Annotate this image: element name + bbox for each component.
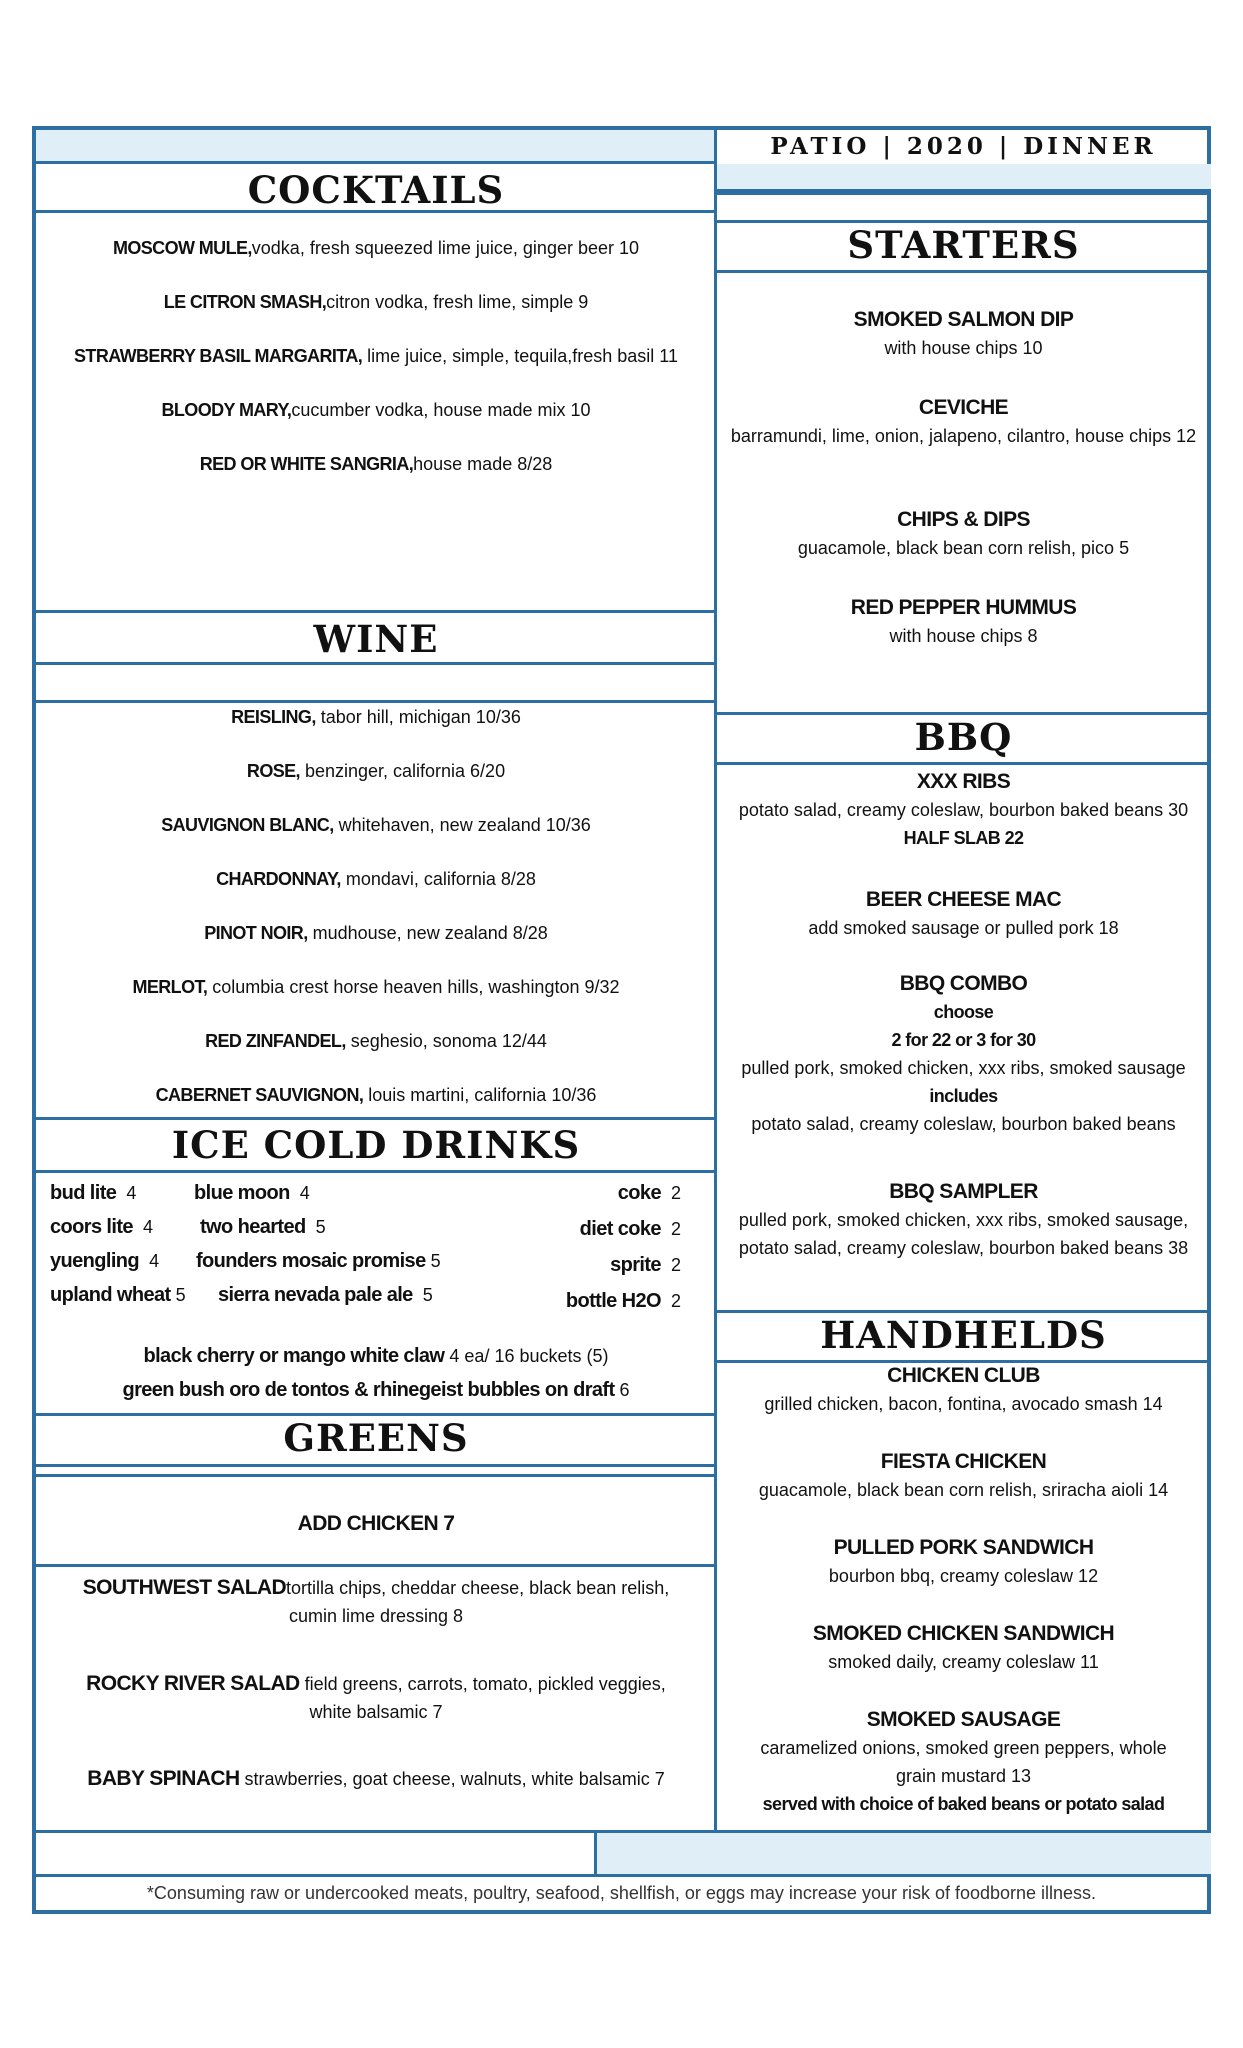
menu-item: LE CITRON SMASH,citron vodka, fresh lime, simple 9	[163, 292, 589, 312]
drink-item: bottle H2O 2	[565, 1290, 681, 1312]
menu-item: SMOKED CHICKEN SANDWICH smoked daily, creamy coleslaw 11	[812, 1622, 1115, 1672]
menu-item: CHARDONNAY, mondavi, california 8/28	[216, 869, 536, 889]
page-header: PATIO | 2020 | DINNER	[770, 133, 1157, 160]
menu-item: BBQ SAMPLER pulled pork, smoked chicken, xxx ribs, smoked sausage, potato salad, creamy coleslaw, bourbon baked beans 38	[738, 1180, 1189, 1258]
menu-item: MERLOT, columbia crest horse heaven hills, washington 9/32	[132, 977, 620, 997]
menu-item: CHIPS & DIPS guacamole, black bean corn relish, pico 5	[797, 508, 1130, 558]
menu-item: SAUVIGNON BLANC, whitehaven, new zealand 10/36	[161, 815, 591, 835]
menu-item: XXX RIBS potato salad, creamy coleslaw, bourbon baked beans 30 HALF SLAB 22	[738, 770, 1189, 848]
drink-extra: black cherry or mango white claw 4 ea/ 16 buckets (5)	[143, 1345, 609, 1367]
menu-frame	[32, 126, 1211, 1914]
handhelds-title: HANDHELDS	[820, 1313, 1107, 1357]
menu-item: BABY SPINACH strawberries, goat cheese, walnuts, white balsamic 7	[87, 1767, 665, 1790]
divider	[716, 762, 1211, 765]
wine-title: WINE	[313, 617, 439, 661]
drink-item: sprite 2	[610, 1254, 681, 1276]
foodborne-disclaimer: *Consuming raw or undercooked meats, poultry, seafood, shellfish, or eggs may increase your risk of foodborne illness.	[146, 1883, 1097, 1903]
menu-item: CHICKEN CLUB grilled chicken, bacon, fontina, avocado smash 14	[764, 1364, 1163, 1414]
drink-item: diet coke 2	[579, 1218, 681, 1240]
menu-item: REISLING, tabor hill, michigan 10/36	[231, 707, 521, 727]
menu-item: MOSCOW MULE,vodka, fresh squeezed lime juice, ginger beer 10	[112, 238, 640, 258]
drink-extra: green bush oro de tontos & rhinegeist bubbles on draft 6	[122, 1379, 630, 1401]
menu-item: SOUTHWEST SALADtortilla chips, cheddar cheese, black bean relish, cumin lime dressing 8	[82, 1576, 670, 1626]
drinks-title: ICE COLD DRINKS	[171, 1123, 581, 1167]
drink-item: upland wheat 5	[50, 1284, 186, 1306]
menu-item: ROCKY RIVER SALAD field greens, carrots, tomato, pickled veggies, white balsamic 7	[86, 1672, 666, 1722]
drink-item: sierra nevada pale ale 5	[218, 1284, 433, 1306]
cocktails-title: COCKTAILS	[247, 168, 505, 212]
top-band-right-1	[716, 164, 1211, 192]
greens-add-chicken: ADD CHICKEN 7	[297, 1512, 455, 1535]
menu-item: PINOT NOIR, mudhouse, new zealand 8/28	[204, 923, 548, 943]
menu-item: BBQ COMBO choose 2 for 22 or 3 for 30 pulled pork, smoked chicken, xxx ribs, smoked sausage includes potato salad, creamy coleslaw, bourbon baked beans	[741, 972, 1186, 1134]
menu-item: BEER CHEESE MAC add smoked sausage or pulled pork 18	[808, 888, 1119, 938]
drink-item: coors lite 4	[50, 1216, 153, 1238]
menu-item: SMOKED SAUSAGE caramelized onions, smoked green peppers, whole grain mustard 13 served with choice of baked beans or potato salad	[760, 1708, 1167, 1814]
menu-item: PULLED PORK SANDWICH bourbon bbq, creamy coleslaw 12	[828, 1536, 1099, 1586]
drink-item: coke 2	[617, 1182, 681, 1204]
drink-item: two hearted 5	[200, 1216, 326, 1238]
divider	[36, 1874, 1211, 1877]
divider	[36, 1464, 716, 1467]
divider	[716, 192, 1211, 195]
bottom-band	[597, 1833, 1211, 1877]
menu-item: STRAWBERRY BASIL MARGARITA, lime juice, simple, tequila,fresh basil 11	[74, 346, 678, 366]
greens-title: GREENS	[283, 1416, 469, 1460]
divider	[36, 1474, 716, 1477]
menu-item: RED OR WHITE SANGRIA,house made 8/28	[199, 454, 553, 474]
top-band-left	[36, 130, 716, 164]
divider	[36, 1117, 716, 1120]
drink-item: yuengling 4	[50, 1250, 160, 1272]
bottom-divider	[594, 1830, 597, 1877]
divider	[36, 662, 716, 665]
starters-title: STARTERS	[847, 223, 1080, 267]
menu-item: SMOKED SALMON DIP with house chips 10	[853, 308, 1074, 358]
divider	[36, 1564, 716, 1567]
divider	[36, 210, 716, 213]
menu-item: CEVICHE barramundi, lime, onion, jalapeno, cilantro, house chips 12	[730, 396, 1197, 446]
drink-item: blue moon 4	[194, 1182, 310, 1204]
drink-item: founders mosaic promise 5	[196, 1250, 441, 1272]
drink-item: bud lite 4	[50, 1182, 137, 1204]
menu-item: CABERNET SAUVIGNON, louis martini, california 10/36	[155, 1085, 597, 1105]
divider	[36, 1170, 716, 1173]
divider	[36, 610, 716, 613]
bbq-title: BBQ	[914, 715, 1013, 759]
menu-item: FIESTA CHICKEN guacamole, black bean corn relish, sriracha aioli 14	[758, 1450, 1169, 1500]
menu-item: RED ZINFANDEL, seghesio, sonoma 12/44	[205, 1031, 547, 1051]
divider	[716, 270, 1211, 273]
menu-item: RED PEPPER HUMMUS with house chips 8	[850, 596, 1077, 646]
menu-item: ROSE, benzinger, california 6/20	[246, 761, 506, 781]
menu-item: BLOODY MARY,cucumber vodka, house made mix 10	[161, 400, 591, 420]
